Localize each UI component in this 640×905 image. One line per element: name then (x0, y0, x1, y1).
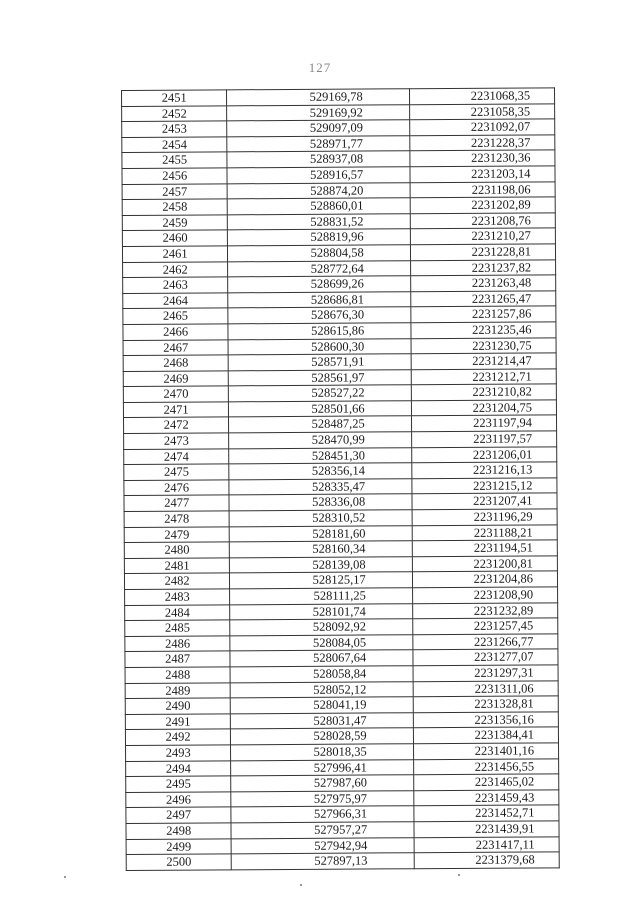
point-number-cell: 2465 (123, 308, 228, 324)
x-coordinate-cell: 528874,20 (227, 182, 409, 199)
point-number-cell: 2475 (124, 464, 229, 480)
x-coordinate-cell: 528804,58 (228, 245, 410, 262)
coordinates-table-body (122, 88, 560, 870)
x-coordinate-cell: 527987,60 (231, 775, 413, 792)
y-coordinate-cell: 2231216,13 (411, 462, 556, 478)
table-row (126, 774, 559, 792)
x-coordinate-cell: 527897,13 (231, 853, 413, 870)
y-coordinate-cell: 2231210,82 (411, 384, 556, 400)
x-coordinate-cell: 528615,86 (228, 323, 410, 340)
x-coordinate-cell: 528860,01 (227, 198, 409, 215)
point-number-cell: 2480 (124, 542, 229, 558)
point-number-cell: 2478 (124, 511, 229, 527)
y-coordinate-cell: 2231257,45 (412, 618, 557, 634)
x-coordinate-cell: 528676,30 (228, 307, 410, 324)
y-coordinate-cell: 2231465,02 (413, 774, 558, 790)
x-coordinate-cell: 527942,94 (231, 837, 413, 854)
y-coordinate-cell: 2231232,89 (412, 602, 557, 618)
y-coordinate-cell: 2231207,41 (412, 493, 557, 509)
point-number-cell: 2488 (125, 667, 230, 683)
point-number-cell: 2472 (124, 417, 229, 433)
y-coordinate-cell: 2231204,86 (412, 571, 557, 587)
y-coordinate-cell: 2231456,55 (413, 758, 558, 774)
page-number: 127 (308, 60, 332, 75)
point-number-cell: 2469 (123, 371, 228, 387)
y-coordinate-cell: 2231204,75 (411, 400, 556, 416)
point-number-cell: 2486 (125, 636, 230, 652)
x-coordinate-cell: 527996,41 (231, 759, 413, 776)
point-number-cell: 2494 (126, 760, 231, 776)
x-coordinate-cell: 528335,47 (229, 479, 411, 496)
x-coordinate-cell: 528125,17 (230, 572, 412, 589)
point-number-cell: 2487 (125, 651, 230, 667)
x-coordinate-cell: 528018,35 (231, 744, 413, 761)
y-coordinate-cell: 2231197,94 (411, 415, 556, 431)
point-number-cell: 2495 (126, 776, 231, 792)
x-coordinate-cell: 528600,30 (228, 338, 410, 355)
y-coordinate-cell: 2231210,27 (410, 228, 555, 244)
x-coordinate-cell: 528111,25 (230, 588, 412, 605)
point-number-cell: 2500 (126, 854, 231, 870)
y-coordinate-cell: 2231384,41 (413, 727, 558, 743)
x-coordinate-cell: 528470,99 (229, 432, 411, 449)
y-coordinate-cell: 2231068,35 (409, 88, 554, 104)
table-row (126, 743, 559, 761)
y-coordinate-cell: 2231237,82 (410, 259, 555, 275)
y-coordinate-cell: 2231215,12 (412, 478, 557, 494)
point-number-cell: 2496 (126, 792, 231, 808)
y-coordinate-cell: 2231206,01 (411, 447, 556, 463)
x-coordinate-cell: 527957,27 (231, 822, 413, 839)
scan-speck (300, 884, 302, 886)
x-coordinate-cell: 528527,22 (229, 385, 411, 402)
point-number-cell: 2464 (123, 293, 228, 309)
point-number-cell: 2492 (125, 729, 230, 745)
y-coordinate-cell: 2231263,48 (410, 275, 555, 291)
y-coordinate-cell: 2231417,11 (414, 836, 559, 852)
table-row (126, 852, 559, 870)
point-number-cell: 2482 (124, 573, 229, 589)
x-coordinate-cell: 528160,34 (230, 541, 412, 558)
y-coordinate-cell: 2231198,06 (410, 181, 555, 197)
x-coordinate-cell: 528819,96 (228, 229, 410, 246)
x-coordinate-cell: 528031,47 (231, 712, 413, 729)
y-coordinate-cell: 2231214,47 (411, 353, 556, 369)
point-number-cell: 2477 (124, 495, 229, 511)
x-coordinate-cell: 527966,31 (231, 806, 413, 823)
x-coordinate-cell: 528571,91 (228, 354, 410, 371)
x-coordinate-cell: 528101,74 (230, 603, 412, 620)
point-number-cell: 2455 (122, 152, 227, 168)
y-coordinate-cell: 2231401,16 (413, 743, 558, 759)
x-coordinate-cell: 528310,52 (229, 510, 411, 527)
x-coordinate-cell: 528501,66 (229, 401, 411, 418)
y-coordinate-cell: 2231188,21 (412, 524, 557, 540)
point-number-cell: 2474 (124, 449, 229, 465)
y-coordinate-cell: 2231058,35 (409, 103, 554, 119)
point-number-cell: 2493 (126, 745, 231, 761)
x-coordinate-cell: 528092,92 (230, 619, 412, 636)
x-coordinate-cell: 528139,08 (230, 557, 412, 574)
y-coordinate-cell: 2231379,68 (414, 852, 559, 868)
x-coordinate-cell: 528699,26 (228, 276, 410, 293)
point-number-cell: 2483 (125, 589, 230, 605)
y-coordinate-cell: 2231459,43 (413, 790, 558, 806)
point-number-cell: 2452 (122, 105, 227, 121)
x-coordinate-cell: 528451,30 (229, 447, 411, 464)
point-number-cell: 2473 (124, 433, 229, 449)
point-number-cell: 2453 (122, 121, 227, 137)
point-number-cell: 2459 (122, 215, 227, 231)
y-coordinate-cell: 2231212,71 (411, 369, 556, 385)
point-number-cell: 2484 (125, 604, 230, 620)
table-row (125, 696, 558, 714)
x-coordinate-cell: 528561,97 (229, 369, 411, 386)
x-coordinate-cell: 529169,78 (227, 89, 409, 106)
point-number-cell: 2499 (126, 838, 231, 854)
x-coordinate-cell: 528937,08 (227, 151, 409, 168)
y-coordinate-cell: 2231297,31 (413, 665, 558, 681)
point-number-cell: 2460 (122, 230, 227, 246)
point-number-cell: 2491 (125, 714, 230, 730)
point-number-cell: 2461 (122, 246, 227, 262)
y-coordinate-cell: 2231203,14 (410, 166, 555, 182)
y-coordinate-cell: 2231197,57 (411, 431, 556, 447)
point-number-cell: 2467 (123, 339, 228, 355)
table-row (126, 821, 559, 839)
y-coordinate-cell: 2231092,07 (409, 119, 554, 135)
x-coordinate-cell: 528772,64 (228, 260, 410, 277)
x-coordinate-cell: 528058,84 (230, 666, 412, 683)
y-coordinate-cell: 2231228,81 (410, 244, 555, 260)
point-number-cell: 2489 (125, 682, 230, 698)
point-number-cell: 2485 (125, 620, 230, 636)
scan-speck (64, 876, 66, 878)
point-number-cell: 2458 (122, 199, 227, 215)
point-number-cell: 2456 (122, 168, 227, 184)
y-coordinate-cell: 2231452,71 (414, 805, 559, 821)
point-number-cell: 2466 (123, 324, 228, 340)
y-coordinate-cell: 2231439,91 (414, 821, 559, 837)
x-coordinate-cell: 528028,59 (231, 728, 413, 745)
y-coordinate-cell: 2231328,81 (413, 696, 558, 712)
y-coordinate-cell: 2231208,90 (412, 587, 557, 603)
x-coordinate-cell: 527975,97 (231, 790, 413, 807)
x-coordinate-cell: 529097,09 (227, 120, 409, 137)
x-coordinate-cell: 528336,08 (229, 494, 411, 511)
x-coordinate-cell: 528084,05 (230, 635, 412, 652)
point-number-cell: 2470 (123, 386, 228, 402)
point-number-cell: 2451 (122, 90, 227, 106)
table-row (125, 727, 558, 745)
y-coordinate-cell: 2231230,75 (411, 337, 556, 353)
y-coordinate-cell: 2231200,81 (412, 556, 557, 572)
point-number-cell: 2463 (123, 277, 228, 293)
y-coordinate-cell: 2231277,07 (413, 649, 558, 665)
coordinates-table (121, 87, 560, 870)
table-row (126, 805, 559, 823)
y-coordinate-cell: 2231208,76 (410, 213, 555, 229)
point-number-cell: 2479 (124, 526, 229, 542)
y-coordinate-cell: 2231311,06 (413, 680, 558, 696)
y-coordinate-cell: 2231228,37 (409, 135, 554, 151)
y-coordinate-cell: 2231356,16 (413, 712, 558, 728)
x-coordinate-cell: 528686,81 (228, 291, 410, 308)
x-coordinate-cell: 528916,57 (227, 167, 409, 184)
point-number-cell: 2471 (123, 402, 228, 418)
x-coordinate-cell: 528181,60 (229, 525, 411, 542)
x-coordinate-cell: 528067,64 (230, 650, 412, 667)
x-coordinate-cell: 528356,14 (229, 463, 411, 480)
point-number-cell: 2497 (126, 807, 231, 823)
point-number-cell: 2462 (123, 261, 228, 277)
x-coordinate-cell: 528831,52 (228, 213, 410, 230)
point-number-cell: 2481 (124, 558, 229, 574)
point-number-cell: 2457 (122, 183, 227, 199)
x-coordinate-cell: 528487,25 (229, 416, 411, 433)
y-coordinate-cell: 2231265,47 (410, 291, 555, 307)
scan-speck (458, 874, 460, 876)
x-coordinate-cell: 528041,19 (231, 697, 413, 714)
y-coordinate-cell: 2231266,77 (413, 634, 558, 650)
y-coordinate-cell: 2231196,29 (412, 509, 557, 525)
y-coordinate-cell: 2231194,51 (412, 540, 557, 556)
y-coordinate-cell: 2231235,46 (411, 322, 556, 338)
x-coordinate-cell: 528971,77 (227, 136, 409, 153)
y-coordinate-cell: 2231257,86 (411, 306, 556, 322)
point-number-cell: 2490 (125, 698, 230, 714)
point-number-cell: 2468 (123, 355, 228, 371)
point-number-cell: 2498 (126, 823, 231, 839)
y-coordinate-cell: 2231230,36 (410, 150, 555, 166)
point-number-cell: 2454 (122, 137, 227, 153)
point-number-cell: 2476 (124, 480, 229, 496)
y-coordinate-cell: 2231202,89 (410, 197, 555, 213)
x-coordinate-cell: 529169,92 (227, 104, 409, 121)
x-coordinate-cell: 528052,12 (230, 681, 412, 698)
